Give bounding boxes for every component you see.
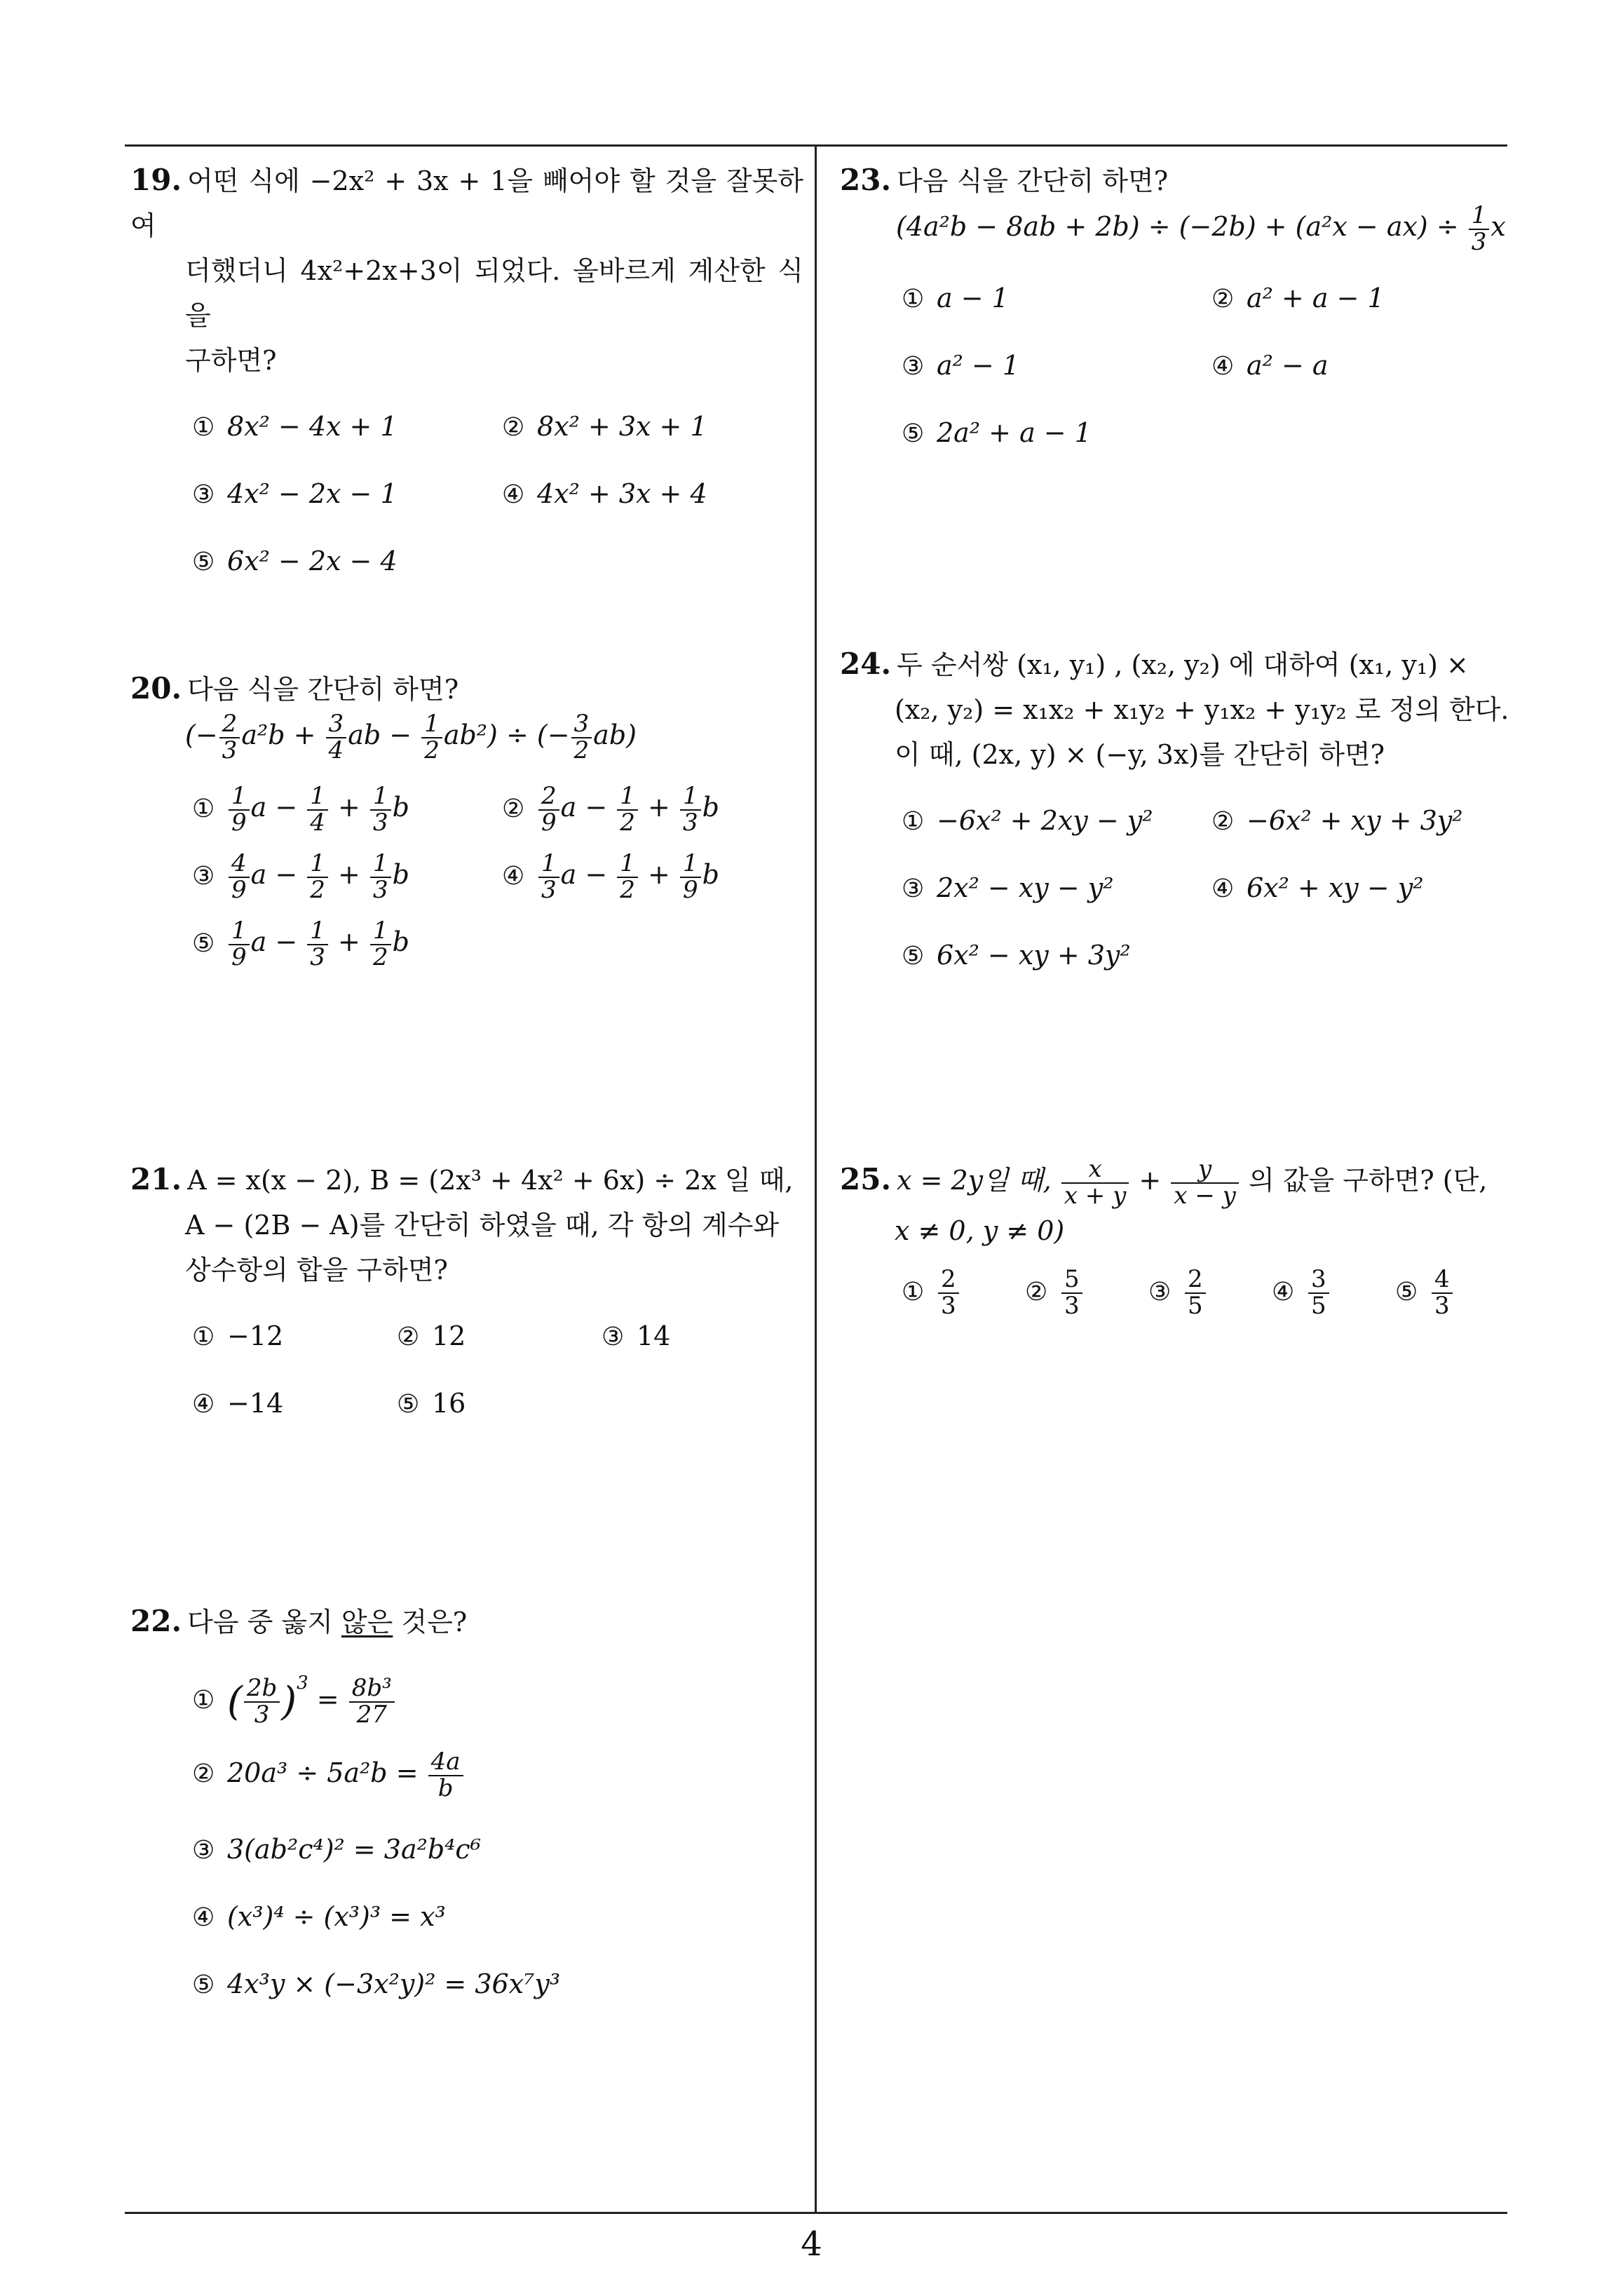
choice-2[interactable]: ② a² + a − 1 xyxy=(1211,283,1385,314)
choice-5[interactable]: ⑤ $\frac{4}{3}$ xyxy=(1395,1267,1454,1318)
choice-2[interactable]: ② $\frac{2}{9}$ a − $\frac{1}{2}$ + $\frac{1}{3}$ b xyxy=(502,782,719,837)
choice-4[interactable]: ④ $\frac{3}{5}$ xyxy=(1272,1267,1331,1318)
choice-4[interactable]: ④ $\frac{1}{3}$ a − $\frac{1}{2}$ + $\frac{1}{9}$ b xyxy=(502,849,719,905)
page-number: 4 xyxy=(801,2224,822,2264)
choice-3[interactable]: ③ a² − 1 xyxy=(902,350,1020,381)
question-text: 다음 중 옳지 xyxy=(187,1607,341,1637)
question-text: A − (2B − A)를 간단히 하였을 때, 각 항의 계수와 xyxy=(185,1210,780,1241)
question-text: (x₂, y₂) = x₁x₂ + x₁y₂ + y₁x₂ + y₁y₂ 로 정의 한다. xyxy=(895,694,1509,725)
choice-5[interactable]: ⑤ 6x² − 2x − 4 xyxy=(192,546,398,576)
choice-4[interactable]: ④ a² − a xyxy=(1211,350,1329,381)
question-text: 두 순서쌍 (x₁, y₁) , (x₂, y₂) 에 대하여 (x₁, y₁) × xyxy=(897,649,1469,680)
question-text: 더했더니 4x²+2x+3이 되었다. 올바르게 계산한 식을 xyxy=(185,255,803,331)
choice-4[interactable]: ④ −14 xyxy=(192,1388,284,1419)
problem-22: 22. 다음 중 옳지 않은 것은? ① ( $\frac{2b}{3}$ )$^3$ = $\frac{\text{8b³}}{27}$ ② 20a³ ÷ 5a²b = $\frac{4a}{b}$ ③ 3(ab²c⁴)² = 3a²b⁴c⁶ ④ (x³)⁴ ÷ (x³)³ = x³ ⑤ 4x³y × (−3x²y)² = 36x⁷y³ xyxy=(130,1599,803,2058)
expression: (− $\frac{2}{3}$ a²b + $\frac{3}{4}$ ab − $\frac{1}{2}$ ab²) ÷ (− $\frac{3}{2}$ ab) xyxy=(185,710,637,764)
choice-1[interactable]: ① −12 xyxy=(192,1321,284,1351)
expression: (4a²b − 8ab + 2b) ÷ (−2b) + (a²x − ax) ÷ $\frac{1}{3}$ x xyxy=(896,201,1506,256)
problem-number: 22. xyxy=(130,1604,182,1638)
problem-number: 20. xyxy=(130,671,182,705)
choice-1[interactable]: ① 8x² − 4x + 1 xyxy=(192,411,398,442)
problem-number: 24. xyxy=(840,647,892,681)
choice-5[interactable]: ⑤ 2a² + a − 1 xyxy=(902,417,1092,449)
choice-1[interactable]: ① $\frac{1}{9}$ a − $\frac{1}{4}$ + $\frac{1}{3}$ b xyxy=(192,782,409,837)
problem-24 xyxy=(840,642,1513,973)
choice-list xyxy=(840,283,1513,458)
choice-1[interactable]: ① ( $\frac{2b}{3}$ )$^3$ = $\frac{\text{8b³}}{27}$ xyxy=(192,1673,396,1727)
question-text: 어떤 식에 −2x² + 3x + 1을 빼어야 할 것을 잘못하여 xyxy=(130,166,803,241)
choice-4[interactable]: ④ 4x² + 3x + 4 xyxy=(502,478,707,509)
choice-list xyxy=(130,404,803,576)
choice-1[interactable]: ① a − 1 xyxy=(902,283,1009,314)
choice-5[interactable]: ⑤ $\frac{1}{9}$ a − $\frac{1}{3}$ + $\frac{1}{2}$ b xyxy=(192,917,409,972)
choice-2[interactable]: ② $\frac{5}{3}$ xyxy=(1025,1267,1084,1318)
problem-25: 25. x = 2y일 때, $\frac{x}{x + y}$ + $\frac{y}{x - y}$ 의 값을 구하면? (단, x ≠ 0, y ≠ 0) ① $\frac{2}{3}$ ② $\frac{5}{3}$ ③ $\frac{2}{5}$ ④ $\frac{3}{5}$ ⑤ $\frac{4}{3}$ xyxy=(840,1157,1513,1337)
question-text: 상수항의 합을 구하면? xyxy=(185,1255,448,1285)
choice-4[interactable]: ④ 6x² + xy − y² xyxy=(1211,872,1424,903)
choice-1[interactable]: ① −6x² + 2xy − y² xyxy=(902,805,1153,836)
choice-3[interactable]: ③ 4x² − 2x − 1 xyxy=(192,478,398,509)
problem-number: 23. xyxy=(840,163,892,197)
problem-20 xyxy=(130,666,803,987)
problem-19 xyxy=(130,158,803,576)
choice-1[interactable]: ① $\frac{2}{3}$ xyxy=(902,1267,960,1318)
question-text: 다음 식을 간단히 하면? xyxy=(897,166,1169,196)
choice-5[interactable]: ⑤ 4x³y × (−3x²y)² = 36x⁷y³ xyxy=(192,1969,561,1999)
choice-list xyxy=(130,1666,803,2058)
underlined-word: 않은 xyxy=(341,1607,393,1637)
choice-list xyxy=(840,1267,1513,1337)
choice-5[interactable]: ⑤ 16 xyxy=(397,1388,466,1419)
question-text: 이 때, (2x, y) × (−y, 3x)를 간단히 하면? xyxy=(895,739,1385,770)
bottom-rule xyxy=(125,2212,1507,2214)
problem-number: 21. xyxy=(130,1162,182,1196)
choice-3[interactable]: ③ $\frac{4}{9}$ a − $\frac{1}{2}$ + $\frac{1}{3}$ b xyxy=(192,849,409,905)
choice-3[interactable]: ③ 2x² − xy − y² xyxy=(902,872,1114,903)
choice-5[interactable]: ⑤ 6x² − xy + 3y² xyxy=(902,940,1131,971)
choice-list xyxy=(840,798,1513,973)
problem-23 xyxy=(840,158,1513,458)
question-text: x ≠ 0, y ≠ 0) xyxy=(895,1215,1065,1247)
question-text: 구하면? xyxy=(185,345,277,376)
choice-3[interactable]: ③ 14 xyxy=(602,1321,671,1351)
problem-number: 25. xyxy=(840,1162,892,1197)
choice-2[interactable]: ② 8x² + 3x + 1 xyxy=(502,411,707,442)
choice-2[interactable]: ② 20a³ ÷ 5a²b = $\frac{4a}{b}$ xyxy=(192,1750,465,1801)
question-text: 다음 식을 간단히 하면? xyxy=(187,674,459,705)
choice-3[interactable]: ③ $\frac{2}{5}$ xyxy=(1148,1267,1207,1318)
choice-3[interactable]: ③ 3(ab²c⁴)² = 3a²b⁴c⁶ xyxy=(192,1834,481,1865)
question-text: A = x(x − 2), B = (2x³ + 4x² + 6x) ÷ 2x 일 때, xyxy=(187,1165,794,1196)
choice-4[interactable]: ④ (x³)⁴ ÷ (x³)³ = x³ xyxy=(192,1901,446,1932)
problem-21 xyxy=(130,1157,803,1419)
choice-2[interactable]: ② −6x² + xy + 3y² xyxy=(1211,805,1463,836)
choice-2[interactable]: ② 12 xyxy=(397,1321,466,1351)
choice-list xyxy=(130,784,803,987)
column-divider xyxy=(815,144,817,2213)
problem-number: 19. xyxy=(130,163,182,197)
choice-list xyxy=(130,1314,803,1419)
